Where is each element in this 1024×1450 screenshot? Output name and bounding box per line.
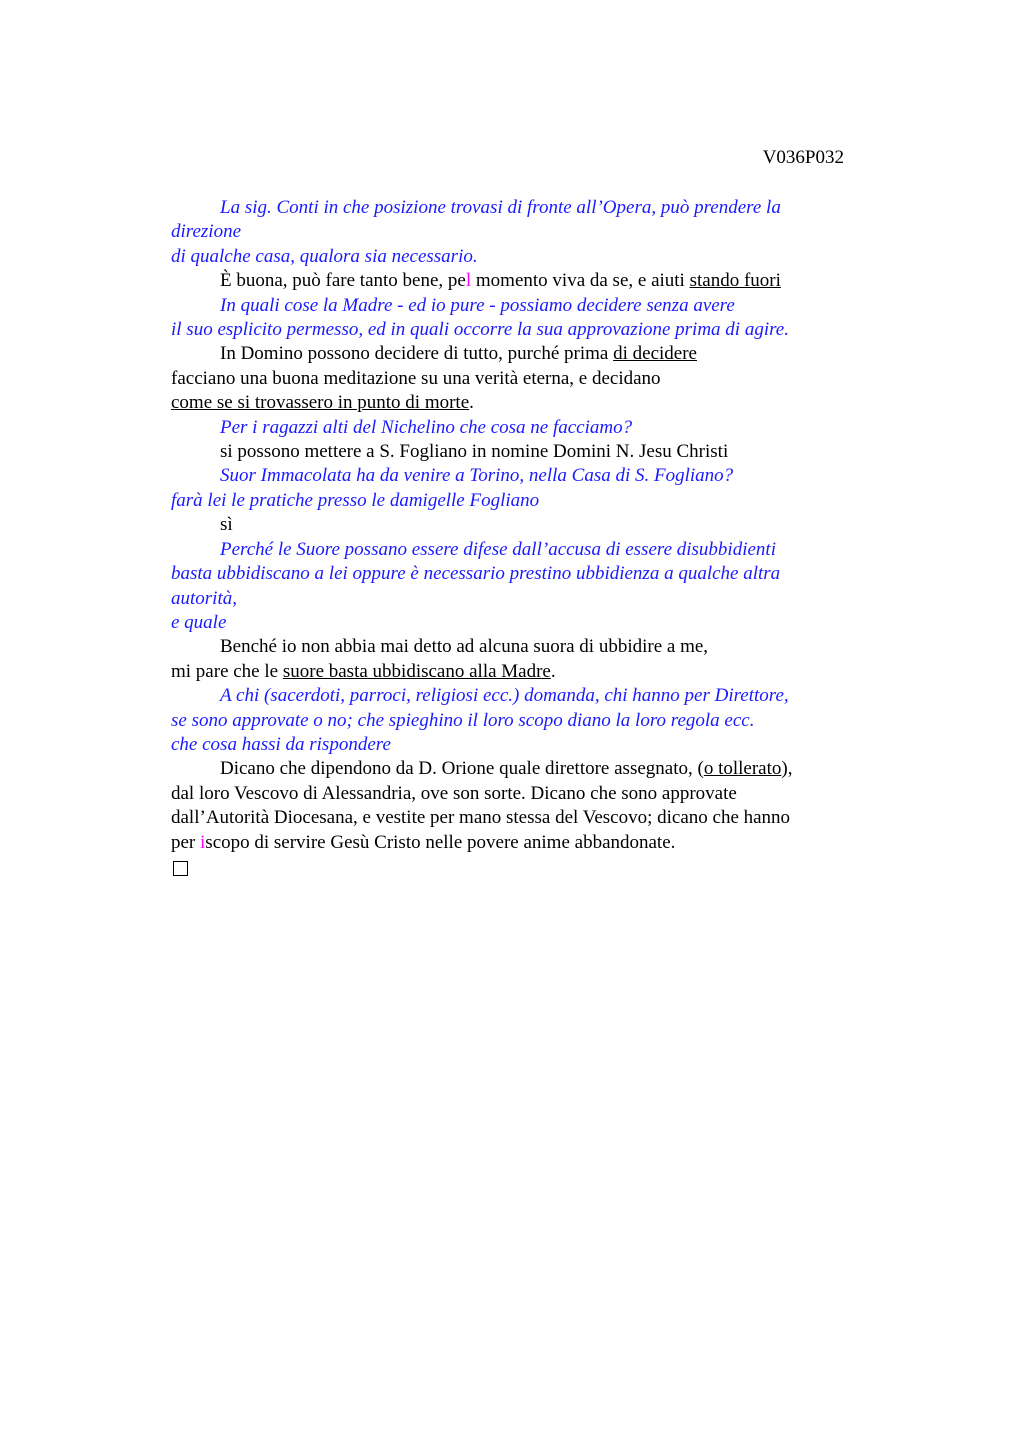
correction-mark: i xyxy=(200,831,206,853)
answer-line xyxy=(171,635,849,659)
text-segment: scopo di servire Gesù Cristo nelle povere anime abbandonate. xyxy=(205,831,676,853)
question-line xyxy=(171,611,849,635)
correction-mark: l xyxy=(465,270,472,292)
question-line xyxy=(171,220,849,244)
question-line xyxy=(171,245,849,269)
underlined-text: di decidere xyxy=(613,343,697,365)
answer-line xyxy=(171,660,849,684)
text-segment: Perché le Suore possano essere difese dall’accusa di essere disubbidienti xyxy=(220,538,776,560)
underlined-text: come se si trovassero in punto di morte xyxy=(171,392,470,414)
text-segment: Per i ragazzi alti del Nichelino che cosa ne facciamo? xyxy=(220,416,633,438)
text-segment: che cosa hassi da rispondere xyxy=(171,733,391,755)
answer-line xyxy=(171,757,849,781)
text-segment: Benché io non abbia mai detto ad alcuna suora di ubbidire a me, xyxy=(220,636,709,658)
answer-line xyxy=(171,367,849,391)
text-segment: di qualche casa, qualora sia necessario. xyxy=(171,245,478,267)
text-segment: momento viva da se, e aiuti xyxy=(471,270,690,292)
answer-line xyxy=(171,440,849,464)
answer-line xyxy=(171,806,849,830)
answer-line xyxy=(171,391,849,415)
question-line xyxy=(171,416,849,440)
question-line xyxy=(171,709,849,733)
text-segment: A chi (sacerdoti, parroci, religiosi ecc.) domanda, chi hanno per Direttore, xyxy=(220,685,789,707)
question-line xyxy=(171,464,849,488)
question-line xyxy=(171,196,849,220)
answer-line xyxy=(171,831,849,855)
text-segment: . xyxy=(469,392,474,414)
text-segment: facciano una buona meditazione su una verità eterna, e decidano xyxy=(171,367,661,389)
end-square-icon xyxy=(173,861,188,876)
text-segment: il suo esplicito permesso, ed in quali occorre la sua approvazione prima di agire. xyxy=(171,319,789,341)
underlined-text: o tollerato xyxy=(703,758,782,780)
text-segment: In Domino possono decidere di tutto, purché prima xyxy=(220,343,614,365)
question-line xyxy=(171,489,849,513)
text-segment: sì xyxy=(220,514,233,536)
underlined-text: stando fuori xyxy=(689,270,781,292)
text-segment: direzione xyxy=(171,221,242,243)
text-segment: se sono approvate o no; che spieghino il loro scopo diano la loro regola ecc. xyxy=(171,709,755,731)
text-segment: mi pare che le xyxy=(171,660,283,682)
answer-line xyxy=(171,342,849,366)
text-segment: basta ubbidiscano a lei oppure è necessario prestino ubbidienza a qualche altra xyxy=(171,563,781,585)
question-line xyxy=(171,538,849,562)
question-line xyxy=(171,318,849,342)
text-segment: La sig. Conti in che posizione trovasi di fronte all’Opera, può prendere la xyxy=(220,197,781,218)
underlined-text: suore basta ubbidiscano alla Madre xyxy=(282,660,551,682)
text-segment: Suor Immacolata ha da venire a Torino, nella Casa di S. Fogliano? xyxy=(220,465,734,487)
answer-line xyxy=(171,513,849,537)
text-segment: Dicano che dipendono da D. Orione quale direttore assegnato, ( xyxy=(220,758,704,780)
text-segment: . xyxy=(550,660,556,682)
text-segment: ), xyxy=(781,758,793,780)
text-segment: e quale xyxy=(171,611,227,633)
text-segment: dall’Autorità Diocesana, e vestite per mano stessa del Vescovo; dicano che hanno xyxy=(171,807,791,829)
text-segment: In quali cose la Madre - ed io pure - possiamo decidere senza avere xyxy=(220,294,735,316)
text-segment: per xyxy=(171,831,201,853)
text-segment: dal loro Vescovo di Alessandria, ove son sorte. Dicano che sono approvate xyxy=(171,782,737,804)
question-line xyxy=(171,733,849,757)
question-line xyxy=(171,294,849,318)
document-body xyxy=(171,196,849,883)
text-segment: È buona, può fare tanto bene, pe xyxy=(220,270,466,292)
text-segment: autorità, xyxy=(171,587,237,609)
answer-line xyxy=(171,782,849,806)
text-segment: si possono mettere a S. Fogliano in nomine Domini N. Jesu Christi xyxy=(220,441,729,463)
text-segment: farà lei le pratiche presso le damigelle Fogliano xyxy=(171,489,540,511)
question-line xyxy=(171,562,849,586)
question-line xyxy=(171,587,849,611)
answer-line xyxy=(171,269,849,293)
page-reference: V036P032 xyxy=(762,147,844,168)
question-line xyxy=(171,684,849,708)
